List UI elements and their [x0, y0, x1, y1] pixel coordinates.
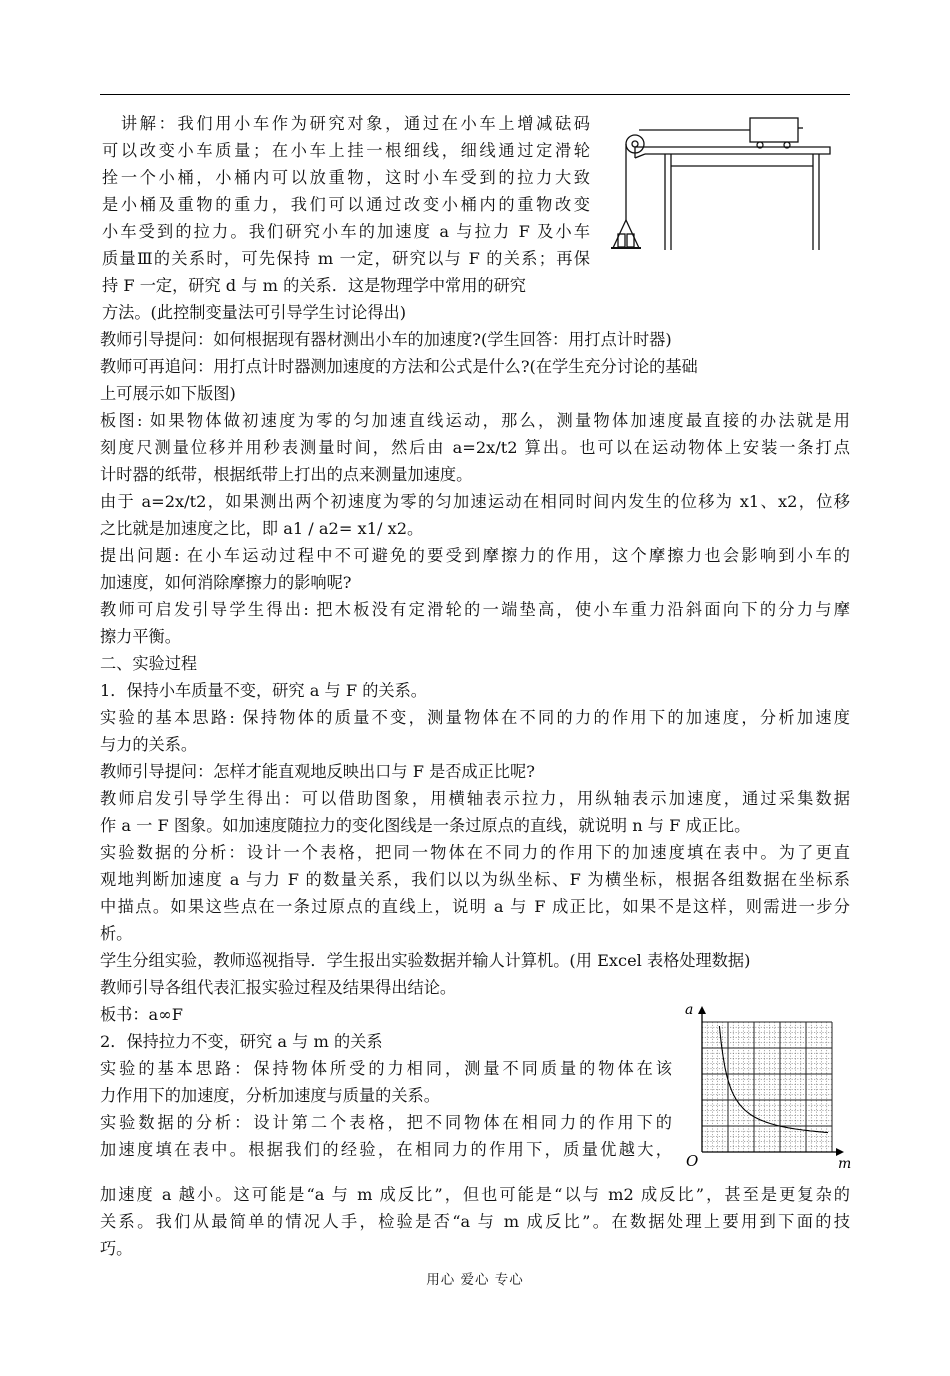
text-line: 加速度，如何消除摩擦力的影响呢?: [100, 573, 352, 592]
x-axis-label: m: [838, 1156, 852, 1172]
text-line: 加速度 a 越小。这可能是“a 与 m 成反比”，但也可能是“以与 m2 成反比”，甚至是更复杂的: [100, 1185, 850, 1204]
page-footer: 用心 爱心 专心: [426, 1272, 524, 1288]
cart: [750, 118, 798, 142]
text-line: 上可展示如下版图): [100, 384, 236, 403]
text-line: 观地判断加速度 a 与力 F 的数量关系，我们以以为纵坐标、F 为横坐标，根据各组数据在坐标系: [100, 870, 850, 889]
text-line: 巧。: [100, 1239, 133, 1258]
text-line: 由于 a=2x/t2，如果测出两个初速度为零的匀加速运动在相同时间内发生的位移为 x1、x2，位移: [100, 492, 850, 511]
text-line: 实验数据的分析：设计第二个表格，把不同物体在相同力的作用下的: [100, 1113, 672, 1132]
text-line: 计时器的纸带，根据纸带上打出的点来测量加速度。: [100, 465, 473, 484]
text-line: 是小桶及重物的重力，我们可以通过改变小桶内的重物改变: [102, 195, 590, 214]
text-line: 质量Ⅲ的关系时，可先保持 m 一定，研究以与 F 的关系；再保: [102, 249, 590, 268]
text-line: 教师可再追问：用打点计时器测加速度的方法和公式是什么?(在学生充分讨论的基础: [100, 357, 698, 376]
text-line: 教师引导各组代表汇报实验过程及结果得出结论。: [100, 978, 457, 997]
text-line: 析。: [100, 924, 133, 943]
text-line: 之比就是加速度之比，即 a1 / a2= x1/ x2。: [100, 519, 424, 538]
header-rule: [100, 94, 850, 95]
tail-text: [100, 1181, 850, 1262]
text-line: 小车受到的拉力。我们研究小车的加速度 a 与拉力 F 及小车: [102, 222, 590, 241]
text-line: 擦力平衡。: [100, 627, 181, 646]
text-line: 板书：a∞F: [100, 1005, 183, 1024]
text-line: 方法。(此控制变量法可引导学生讨论得出): [102, 303, 407, 322]
text-line: 教师引导提问：怎样才能直观地反映出口与 F 是否成正比呢?: [100, 762, 535, 781]
intro-paragraph: [102, 110, 590, 326]
text-line: 实验的基本思路: 保持物体的质量不变，测量物体在不同的力的作用下的加速度，分析加速度: [100, 708, 850, 727]
text-line: 教师启发引导学生得出：可以借助图象，用横轴表示拉力，用纵轴表示加速度，通过采集数据: [100, 789, 850, 808]
text-line: 讲解：我们用小车作为研究对象，通过在小车上增减砝码: [102, 114, 590, 133]
text-line: 实验的基本思路：保持物体所受的力相同，测量不同质量的物体在该: [100, 1059, 672, 1078]
text-line: 实验数据的分析：设计一个表格，把同一物体在不同力的作用下的加速度填在表中。为了更直: [100, 843, 850, 862]
main-text: [100, 326, 850, 974]
bucket: [613, 220, 639, 248]
text-line: 提出问题: 在小车运动过程中不可避免的要受到摩擦力的作用，这个摩擦力也会影响到小车的: [100, 546, 850, 565]
text-line: 中描点。如果这些点在一条过原点的直线上，说明 a 与 F 成正比，如果不是这样，则需进一步分: [100, 897, 850, 916]
subsection-heading: 1．保持小车质量不变，研究 a 与 F 的关系。: [100, 681, 427, 700]
text-line: 可以改变小车质量；在小车上挂一根细线，细线通过定滑轮: [102, 141, 590, 160]
text-line: 教师可启发引导学生得出: 把木板没有定滑轮的一端垫高，使小车重力沿斜面向下的分力与摩: [100, 600, 850, 619]
text-line: 教师引导提问：如何根据现有器材测出小车的加速度?(学生回答：用打点计时器): [100, 330, 672, 349]
cart-pulley-apparatus-figure: [605, 114, 850, 254]
text-line: 拴一个小桶，小桶内可以放重物，这时小车受到的拉力大致: [102, 168, 590, 187]
text-line: 学生分组实验，教师巡视指导．学生报出实验数据并输人计算机。(用 Excel 表格处理数据): [100, 951, 751, 970]
origin-label: O: [686, 1152, 699, 1170]
side-text: [100, 974, 672, 1163]
text-line: 持 F 一定，研究 d 与 m 的关系．这是物理学中常用的研究: [102, 276, 526, 295]
text-line: 作 a 一 F 图象。如加速度随拉力的变化图线是一条过原点的直线，就说明 n 与 F 成正比。: [100, 816, 751, 835]
text-line: 与力的关系。: [100, 735, 198, 754]
text-line: 刻度尺测量位移并用秒表测量时间，然后由 a=2x/t2 算出。也可以在运动物体上安装一条打点: [100, 438, 850, 457]
a-m-graph-figure: [680, 1000, 852, 1172]
y-axis-label: a: [685, 1002, 694, 1018]
tabletop: [635, 147, 830, 154]
subsection-heading: 2．保持拉力不变，研究 a 与 m 的关系: [100, 1032, 383, 1051]
text-line: 力作用下的加速度，分析加速度与质量的关系。: [100, 1086, 440, 1105]
text-line: 关系。我们从最简单的情况人手，检验是否“a 与 m 成反比”。在数据处理上要用到下面的技: [100, 1212, 850, 1231]
section-heading: 二、实验过程: [100, 654, 198, 673]
text-line: 加速度填在表中。根据我们的经验，在相同力的作用下，质量优越大，: [100, 1140, 672, 1159]
text-line: 板图: 如果物体做初速度为零的匀加速直线运动，那么，测量物体加速度最直接的办法就是用: [100, 411, 850, 430]
